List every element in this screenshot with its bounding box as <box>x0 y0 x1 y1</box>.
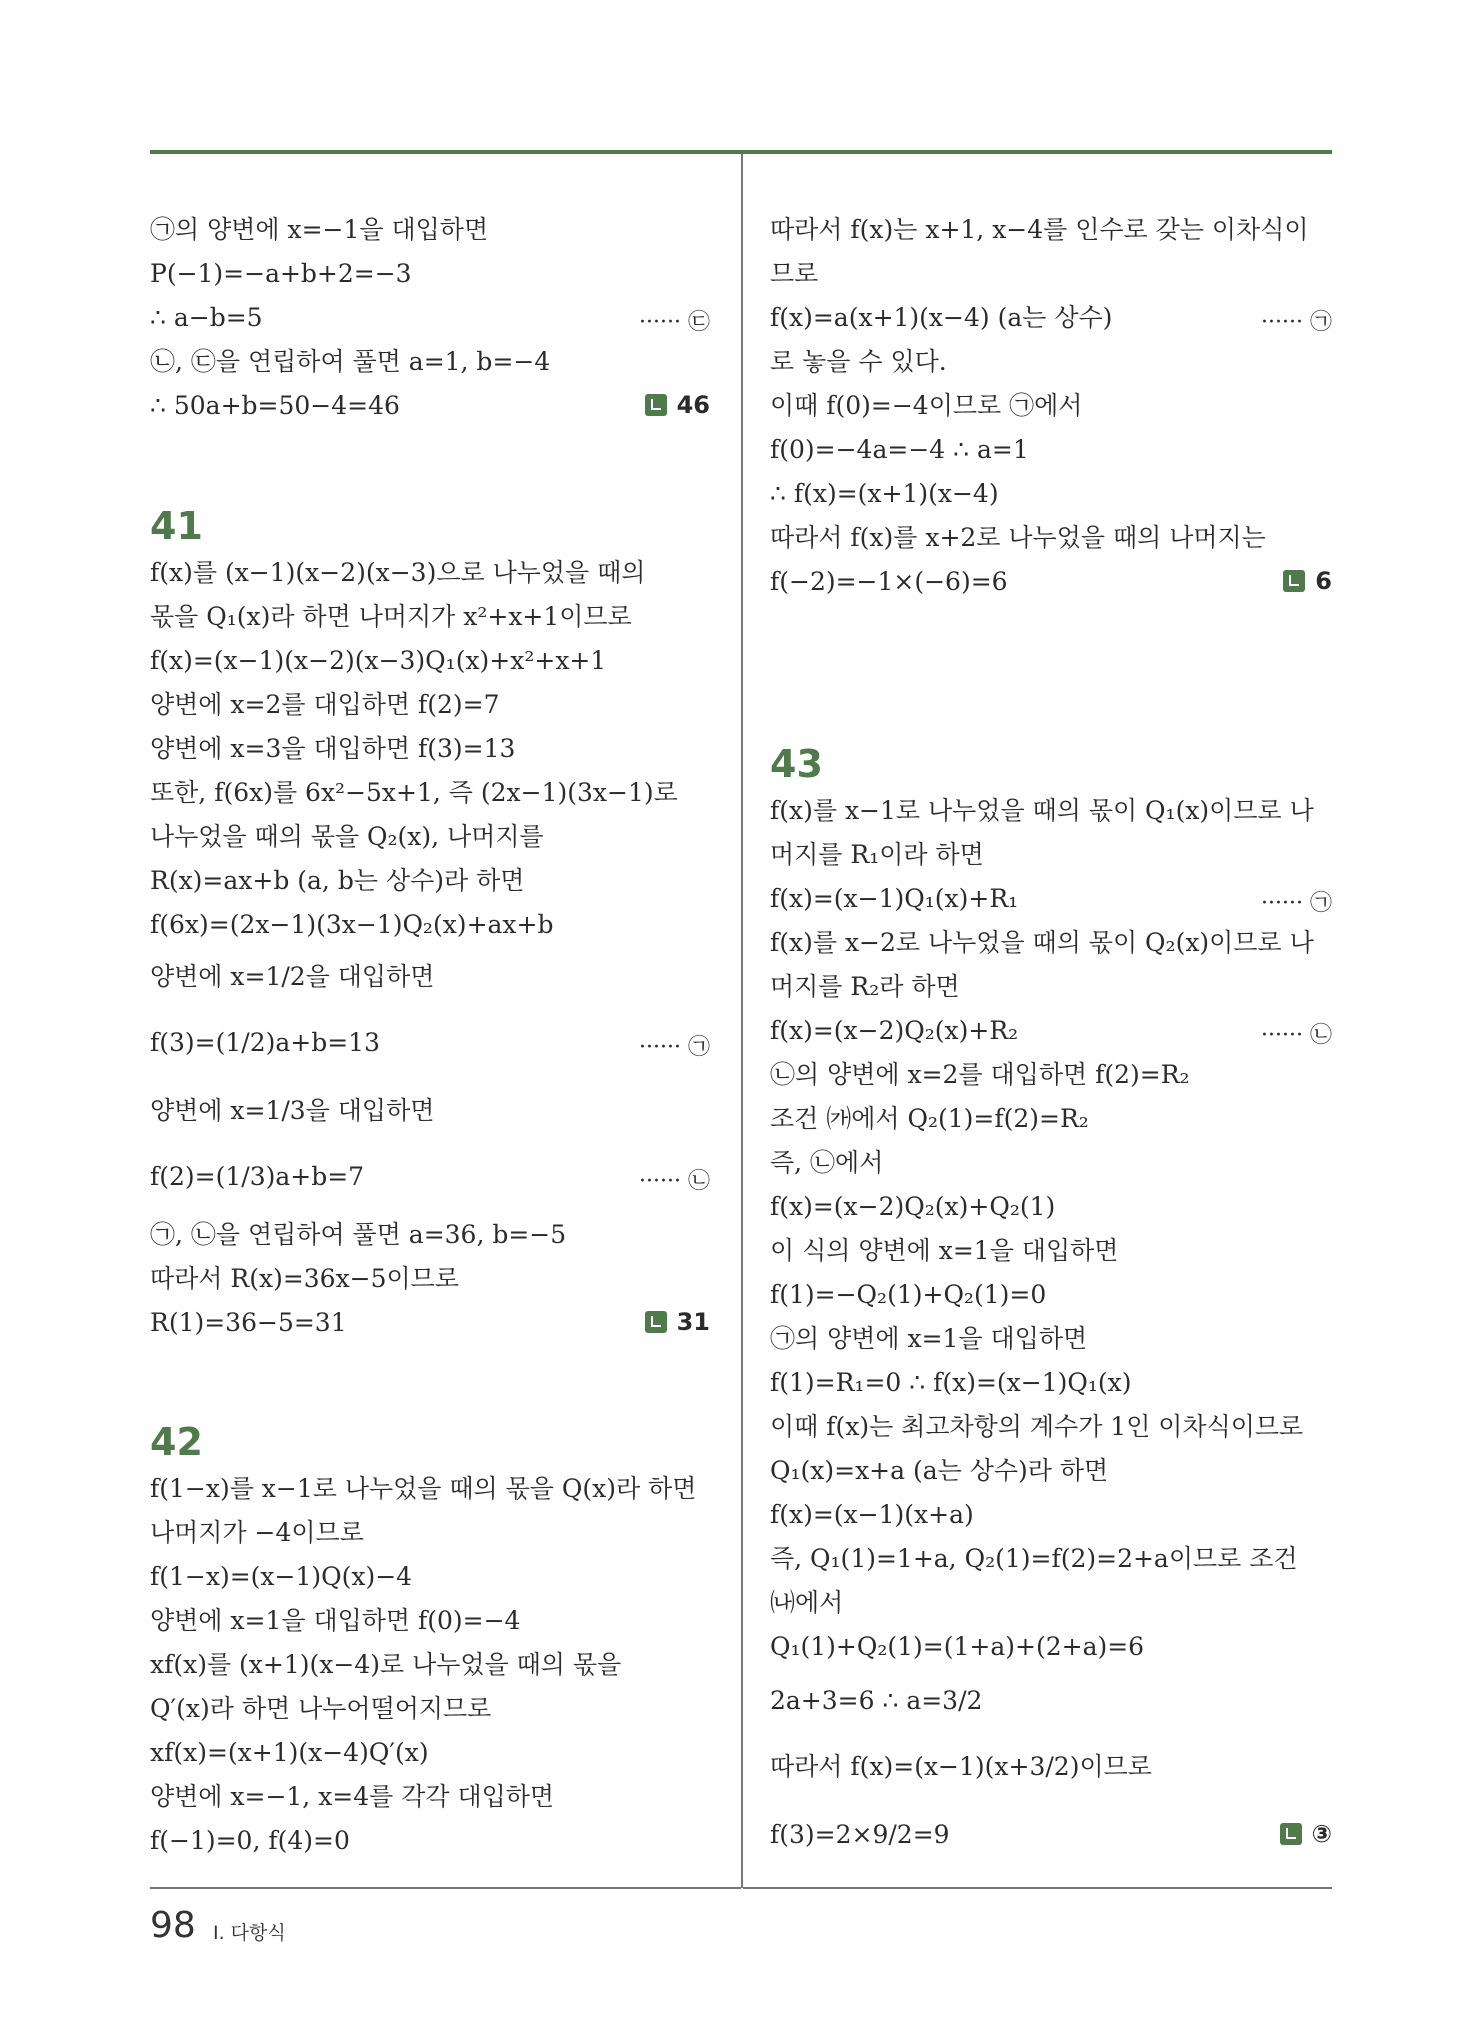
text-line: P(−1)=−a+b+2=−3 <box>150 259 412 288</box>
text-line: f(x)를 x−1로 나누었을 때의 몫이 Q₁(x)이므로 나 <box>770 796 1314 825</box>
right-column <box>770 0 1332 1880</box>
text-line: 즉, ㉡에서 <box>770 1148 884 1177</box>
equation-tag: ······ ㉡ <box>1261 1023 1332 1048</box>
text-line: xf(x)=(x+1)(x−4)Q′(x) <box>150 1738 429 1767</box>
answer-value: 6 <box>1315 567 1332 595</box>
text-line: 양변에 x=1/2을 대입하면 <box>150 962 435 991</box>
text-line: f(x)를 x−2로 나누었을 때의 몫이 Q₂(x)이므로 나 <box>770 928 1314 957</box>
text-line: ∴ f(x)=(x+1)(x−4) <box>770 479 999 508</box>
text-line: f(1−x)를 x−1로 나누었을 때의 몫을 Q(x)라 하면 <box>150 1474 697 1503</box>
text-line: 몫을 Q₁(x)라 하면 나머지가 x²+x+1이므로 <box>150 602 632 631</box>
text-line: ㈏에서 <box>770 1588 844 1617</box>
text-line: f(x)=(x−1)(x−2)(x−3)Q₁(x)+x²+x+1 <box>150 646 607 675</box>
text-line: 양변에 x=1/3을 대입하면 <box>150 1096 435 1125</box>
answer-icon <box>645 1311 667 1333</box>
text-line: f(x)=a(x+1)(x−4) (a는 상수) <box>770 303 1113 332</box>
text-line: ㉠의 양변에 x=−1을 대입하면 <box>150 215 489 244</box>
equation-tag: ······ ㉠ <box>1261 891 1332 916</box>
equation-tag: ······ ㉠ <box>639 1035 710 1060</box>
page-number: 98 <box>150 1905 196 1946</box>
text-line: 따라서 f(x)를 x+2로 나누었을 때의 나머지는 <box>770 523 1266 552</box>
text-line: 나머지가 −4이므로 <box>150 1518 364 1547</box>
text-line: 양변에 x=3을 대입하면 f(3)=13 <box>150 734 516 763</box>
text-line: 양변에 x=−1, x=4를 각각 대입하면 <box>150 1782 555 1811</box>
text-line: xf(x)를 (x+1)(x−4)로 나누었을 때의 몫을 <box>150 1650 622 1679</box>
answer-badge <box>645 391 710 419</box>
text-line: 로 놓을 수 있다. <box>770 347 947 376</box>
text-line: ㉠의 양변에 x=1을 대입하면 <box>770 1324 1088 1353</box>
text-line: R(1)=36−5=31 <box>150 1308 347 1337</box>
text-line: 또한, f(6x)를 6x²−5x+1, 즉 (2x−1)(3x−1)로 <box>150 778 678 807</box>
equation-tag: ······ ㉡ <box>639 1169 710 1194</box>
text-line: 이 식의 양변에 x=1을 대입하면 <box>770 1236 1119 1265</box>
text-line: 따라서 f(x)=(x−1)(x+3/2)이므로 <box>770 1752 1152 1781</box>
text-line: f(1−x)=(x−1)Q(x)−4 <box>150 1562 413 1591</box>
text-line: 따라서 R(x)=36x−5이므로 <box>150 1264 459 1293</box>
text-line: Q′(x)라 하면 나누어떨어지므로 <box>150 1694 492 1723</box>
text-line: f(−2)=−1×(−6)=6 <box>770 567 1008 596</box>
column-divider <box>741 154 743 1888</box>
text-line: f(3)=2×9/2=9 <box>770 1820 950 1849</box>
answer-value: 46 <box>676 391 710 419</box>
chapter-label: Ⅰ. 다항식 <box>213 1922 286 1944</box>
text-line: f(x)=(x−2)Q₂(x)+Q₂(1) <box>770 1192 1056 1221</box>
problem-number: 43 <box>770 742 823 786</box>
text-line: 이때 f(0)=−4이므로 ㉠에서 <box>770 391 1083 420</box>
problem-number: 41 <box>150 504 203 548</box>
answer-badge <box>1283 567 1332 595</box>
text-line: 양변에 x=2를 대입하면 f(2)=7 <box>150 690 500 719</box>
text-line: f(2)=(1/3)a+b=7 <box>150 1162 365 1191</box>
text-line: f(6x)=(2x−1)(3x−1)Q₂(x)+ax+b <box>150 910 554 939</box>
text-line: 나누었을 때의 몫을 Q₂(x), 나머지를 <box>150 822 544 851</box>
text-line: f(1)=−Q₂(1)+Q₂(1)=0 <box>770 1280 1047 1309</box>
answer-icon <box>1283 570 1305 592</box>
answer-icon <box>645 394 667 416</box>
problem-number: 42 <box>150 1420 203 1464</box>
text-line: 므로 <box>770 259 819 288</box>
text-line: Q₁(x)=x+a (a는 상수)라 하면 <box>770 1456 1109 1485</box>
answer-value: 31 <box>676 1308 710 1336</box>
text-line: ㉡, ㉢을 연립하여 풀면 a=1, b=−4 <box>150 347 551 376</box>
equation-tag: ······ ㉢ <box>639 310 710 335</box>
text-line: f(x)=(x−1)(x+a) <box>770 1500 974 1529</box>
answer-value: ③ <box>1311 1820 1332 1848</box>
answer-badge <box>645 1308 710 1336</box>
text-line: f(−1)=0, f(4)=0 <box>150 1826 350 1855</box>
text-line: ㉡의 양변에 x=2를 대입하면 f(2)=R₂ <box>770 1060 1190 1089</box>
text-line: 조건 ㈎에서 Q₂(1)=f(2)=R₂ <box>770 1104 1089 1133</box>
text-line: 양변에 x=1을 대입하면 f(0)=−4 <box>150 1606 521 1635</box>
answer-icon <box>1280 1823 1302 1845</box>
left-column <box>150 0 710 1880</box>
text-line: R(x)=ax+b (a, b는 상수)라 하면 <box>150 866 525 895</box>
text-line: f(x)를 (x−1)(x−2)(x−3)으로 나누었을 때의 <box>150 558 646 587</box>
text-line: ∴ 50a+b=50−4=46 <box>150 391 400 420</box>
text-line: 머지를 R₁이라 하면 <box>770 840 984 869</box>
text-line: Q₁(1)+Q₂(1)=(1+a)+(2+a)=6 <box>770 1632 1145 1661</box>
bottom-rule-right <box>743 1887 1332 1889</box>
text-line: f(1)=R₁=0 ∴ f(x)=(x−1)Q₁(x) <box>770 1368 1132 1397</box>
bottom-rule-left <box>150 1887 741 1889</box>
text-line: 2a+3=6 ∴ a=3/2 <box>770 1686 983 1715</box>
text-line: 이때 f(x)는 최고차항의 계수가 1인 이차식이므로 <box>770 1412 1304 1441</box>
text-line: 즉, Q₁(1)=1+a, Q₂(1)=f(2)=2+a이므로 조건 <box>770 1544 1298 1573</box>
text-line: f(x)=(x−2)Q₂(x)+R₂ <box>770 1016 1019 1045</box>
text-line: ∴ a−b=5 <box>150 303 263 332</box>
text-line: f(x)=(x−1)Q₁(x)+R₁ <box>770 884 1019 913</box>
text-line: 머지를 R₂라 하면 <box>770 972 960 1001</box>
text-line: f(3)=(1/2)a+b=13 <box>150 1028 380 1057</box>
equation-tag: ······ ㉠ <box>1261 310 1332 335</box>
text-line: f(0)=−4a=−4 ∴ a=1 <box>770 435 1029 464</box>
text-line: ㉠, ㉡을 연립하여 풀면 a=36, b=−5 <box>150 1220 567 1249</box>
text-line: 따라서 f(x)는 x+1, x−4를 인수로 갖는 이차식이 <box>770 215 1309 244</box>
answer-badge <box>1280 1820 1332 1848</box>
